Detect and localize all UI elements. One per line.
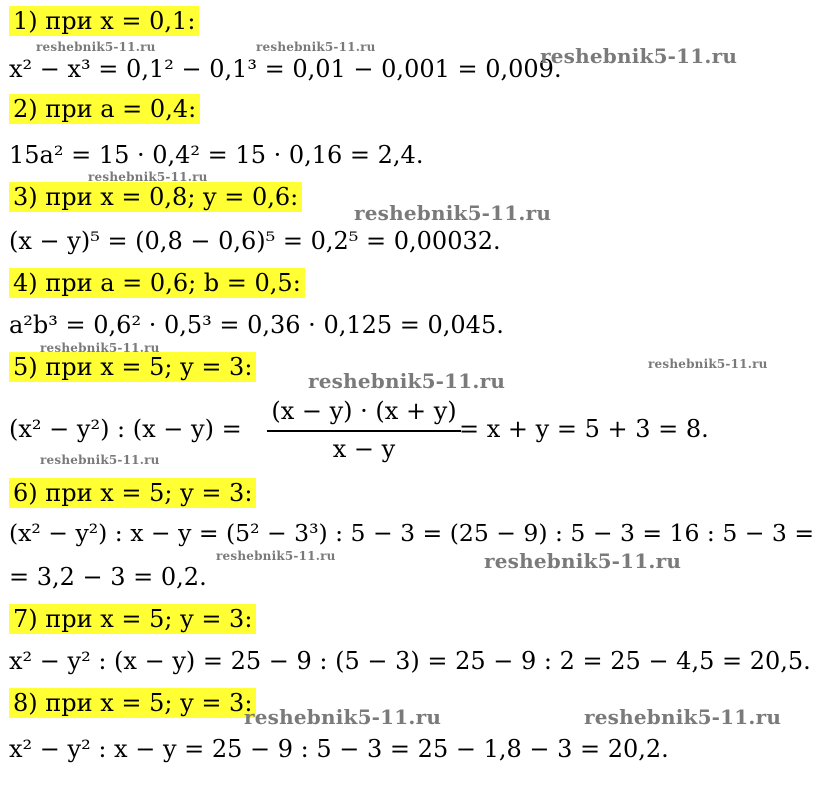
case-5-fraction — [267, 396, 461, 466]
case-6-label: 6) при x = 5; y = 3: — [9, 478, 256, 508]
case-7-equation: x² − y² : (x − y) = 25 − 9 : (5 − 3) = 25 − 9 : 2 = 25 − 4,5 = 20,5. — [9, 647, 811, 675]
case-2-label: 2) при a = 0,4: — [9, 94, 200, 124]
case-3-label: 3) при x = 0,8; y = 0,6: — [9, 182, 302, 212]
watermark: reshebnik5-11.ru — [354, 201, 552, 225]
watermark: reshebnik5-11.ru — [40, 453, 160, 467]
watermark: reshebnik5-11.ru — [648, 357, 768, 371]
case-4-equation: a²b³ = 0,6² · 0,5³ = 0,36 · 0,125 = 0,045. — [9, 311, 504, 339]
case-8-equation: x² − y² : x − y = 25 − 9 : 5 − 3 = 25 − 1,8 − 3 = 20,2. — [9, 735, 669, 763]
watermark: reshebnik5-11.ru — [484, 549, 682, 573]
case-6-equation-cont: = 3,2 − 3 = 0,2. — [9, 563, 207, 591]
watermark: reshebnik5-11.ru — [308, 369, 506, 393]
watermark: reshebnik5-11.ru — [36, 40, 156, 54]
watermark: reshebnik5-11.ru — [256, 40, 376, 54]
watermark: reshebnik5-11.ru — [88, 170, 208, 184]
watermark: reshebnik5-11.ru — [40, 341, 160, 355]
case-8-label: 8) при x = 5; y = 3: — [9, 688, 256, 718]
watermark: reshebnik5-11.ru — [216, 549, 336, 563]
case-5-equation-left: (x² − y²) : (x − y) = — [9, 415, 242, 443]
fraction-numerator: (x − y) · (x + y) — [271, 397, 457, 425]
case-2-equation: 15a² = 15 · 0,4² = 15 · 0,16 = 2,4. — [9, 141, 424, 169]
case-4-label: 4) при a = 0,6; b = 0,5: — [9, 268, 305, 298]
case-3-equation: (x − y)⁵ = (0,8 − 0,6)⁵ = 0,2⁵ = 0,00032. — [9, 227, 501, 255]
case-6-equation: (x² − y²) : x − y = (5² − 3³) : 5 − 3 = (25 − 9) : 5 − 3 = 16 : 5 − 3 = — [9, 519, 815, 547]
watermark: reshebnik5-11.ru — [540, 44, 738, 68]
watermark: reshebnik5-11.ru — [244, 705, 442, 729]
case-5-equation-right: = x + y = 5 + 3 = 8. — [459, 415, 709, 443]
case-1-equation: x² − x³ = 0,1² − 0,1³ = 0,01 − 0,001 = 0,009. — [9, 55, 562, 83]
case-5-label: 5) при x = 5; y = 3: — [9, 352, 256, 382]
case-1-label: 1) при x = 0,1: — [9, 6, 199, 36]
fraction-bar — [267, 430, 461, 432]
case-7-label: 7) при x = 5; y = 3: — [9, 604, 256, 634]
watermark: reshebnik5-11.ru — [584, 705, 782, 729]
fraction-denominator: x − y — [332, 435, 396, 463]
